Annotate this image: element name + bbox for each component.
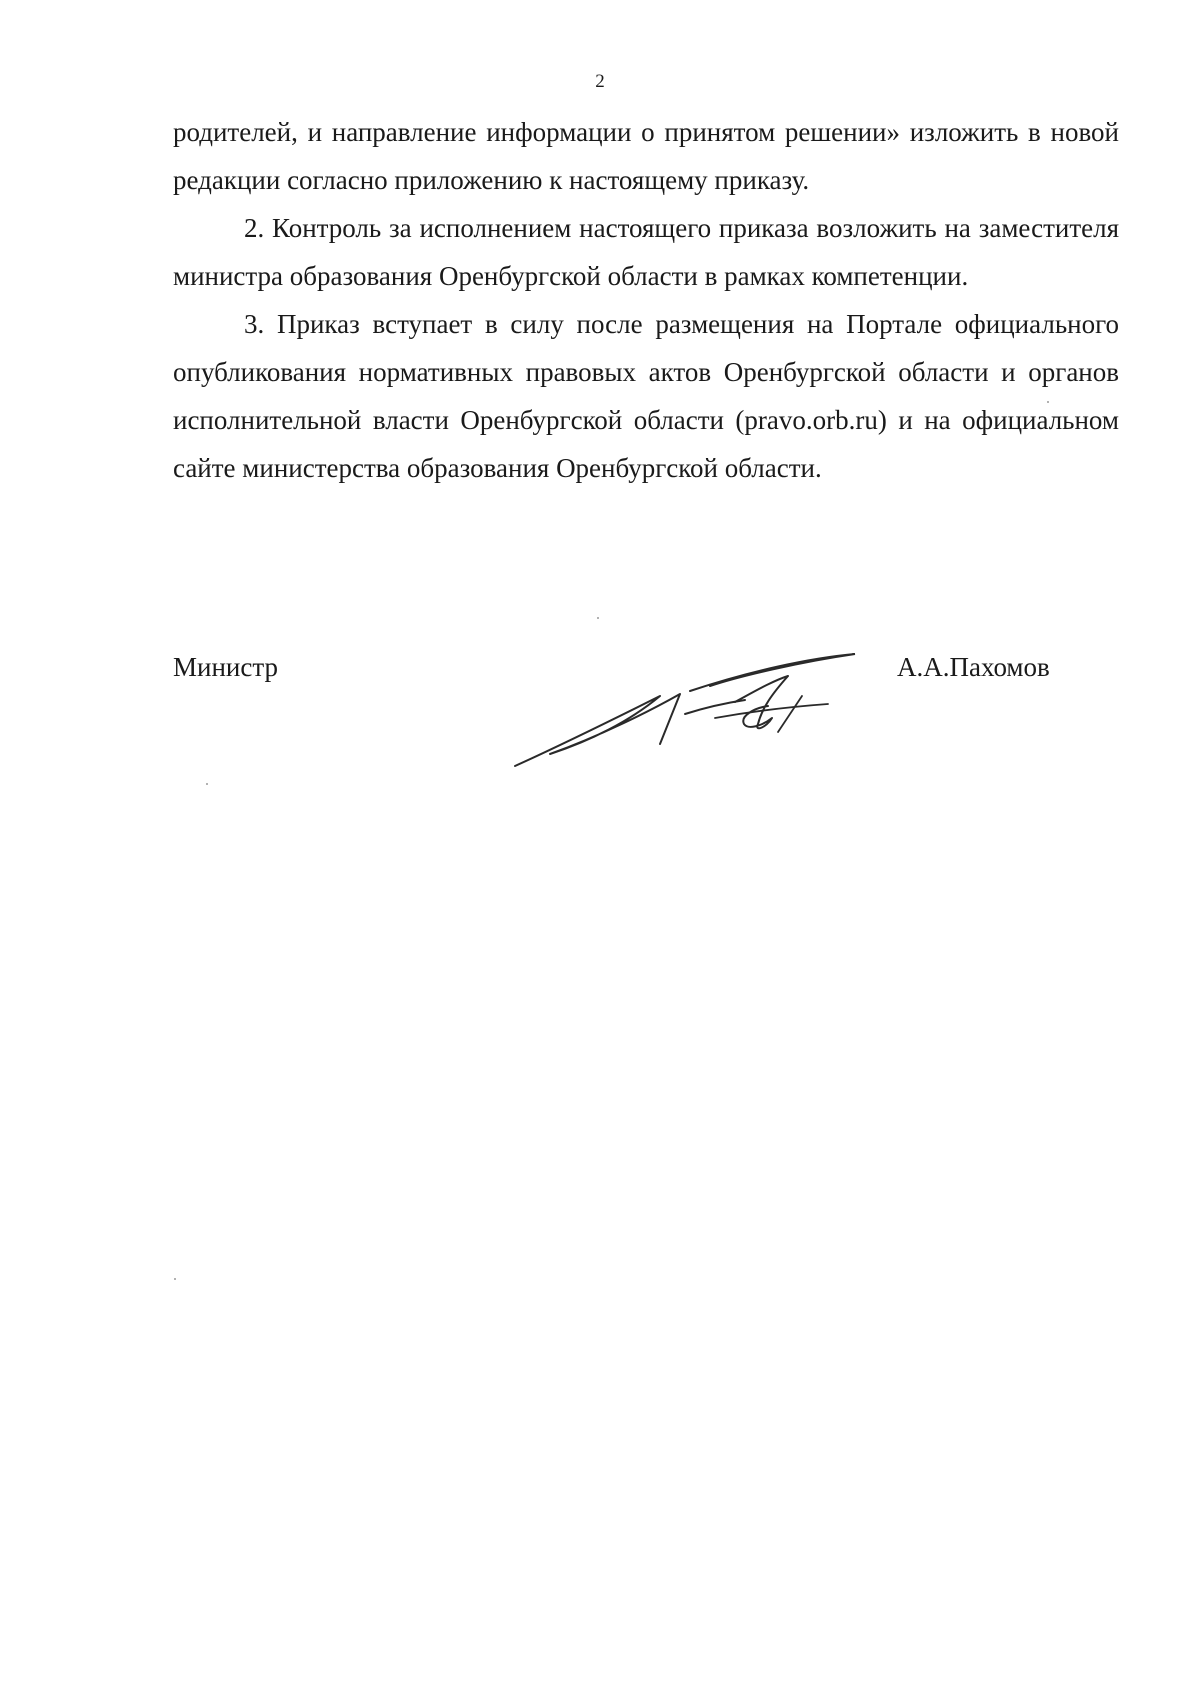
paragraph-item-3: 3. Приказ вступает в силу после размещения на Портале официального опубликования нормативных правовых актов Оренбургской области и органов исполнительной власти Оренбургской области (pravo.orb.ru) и на официальном сайте министерства образования Оренбургской области. [173, 309, 1119, 483]
page-number: 2 [595, 71, 605, 92]
paragraph-item-2: 2. Контроль за исполнением настоящего приказа возложить на заместителя министра образования Оренбургской области в рамках компетенции. [173, 213, 1119, 291]
scan-speck [1047, 401, 1049, 403]
handwritten-signature [510, 636, 860, 776]
signatory-role: Министр [173, 652, 278, 682]
scan-speck [174, 1278, 176, 1280]
signatory-name: А.А.Пахомов [897, 652, 1050, 682]
paragraph-continuation: родителей, и направление информации о принятом решении» изложить в новой редакции согласно приложению к настоящему приказу. [173, 117, 1119, 195]
scan-speck [206, 783, 208, 785]
scan-speck [597, 617, 599, 619]
document-body [173, 108, 1119, 492]
